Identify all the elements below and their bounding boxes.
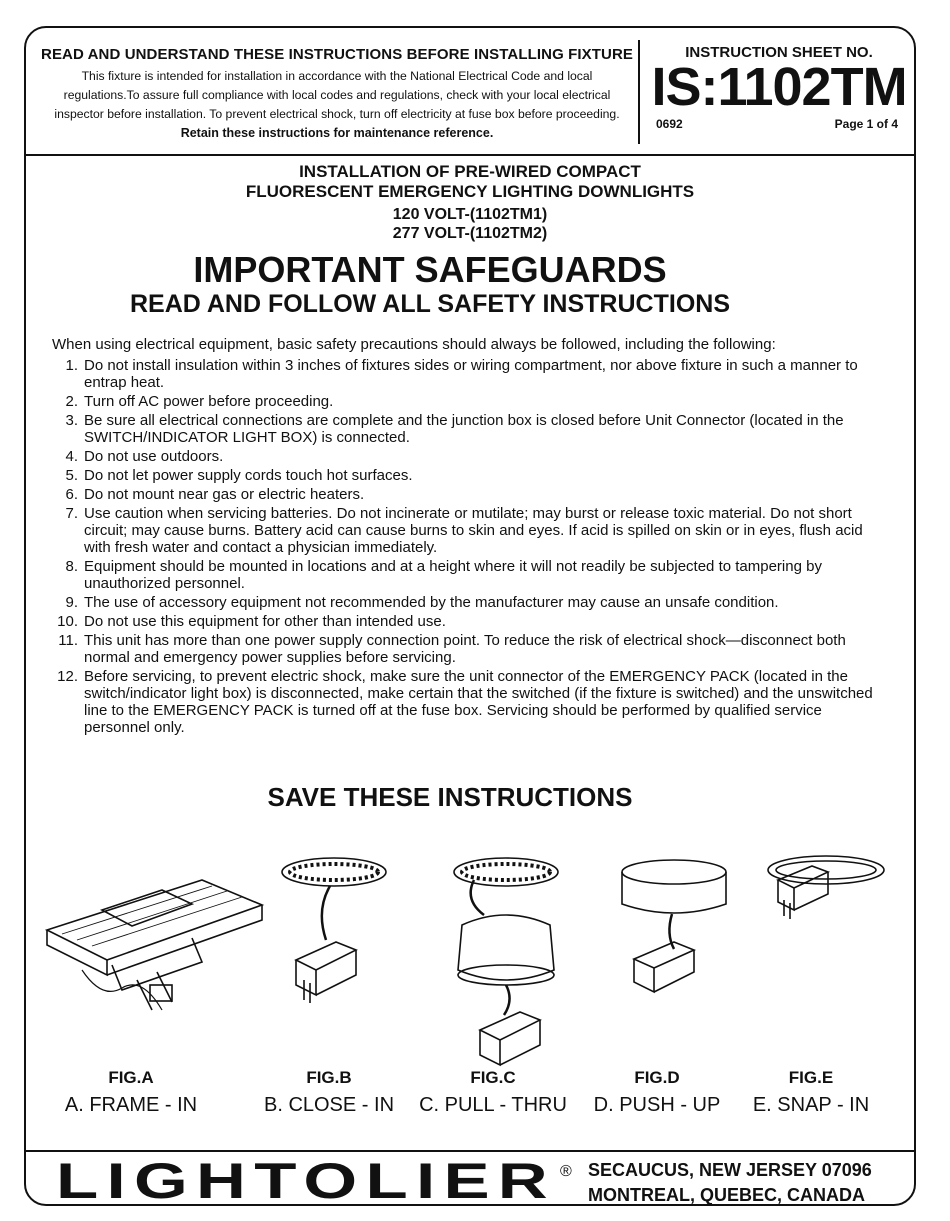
safety-item <box>52 393 887 410</box>
figure-caption-a: FIG.A A. FRAME - IN <box>64 1068 198 1116</box>
title-line-1: INSTALLATION OF PRE-WIRED COMPACT <box>299 162 641 181</box>
safety-item <box>52 594 887 611</box>
title-block <box>26 162 914 319</box>
safety-item-number: 12. <box>57 668 78 685</box>
header-divider <box>638 40 640 144</box>
logo-wordmark: LIGHTOLIER <box>56 1162 556 1202</box>
sheet-id-block <box>648 44 910 131</box>
safety-item-number: 8. <box>65 558 78 575</box>
sheet-code: 0692 <box>656 117 683 131</box>
safety-item <box>52 632 887 666</box>
safety-item-text: Use caution when servicing batteries. Do not incinerate or mutilate; may burst or release toxic material. Do not short circuit; may cause burns. Battery acid can cause burns to skin and eyes. If acid is spilled on skin or in eyes, flush acid with fresh water and contact a physician immediately. <box>84 505 863 556</box>
fig-a-illustration <box>42 870 272 1020</box>
safety-item <box>52 448 887 465</box>
company-address <box>588 1158 872 1208</box>
lightolier-logo <box>56 1162 576 1202</box>
safety-item <box>52 357 887 391</box>
figure-caption-e: FIG.E E. SNAP - IN <box>752 1068 870 1116</box>
safety-item-text: Be sure all electrical connections are complete and the junction box is closed before Unit Connector (located in the SWITCH/INDICATOR LIGHT BOX) is connected. <box>84 412 844 446</box>
safety-item-text: Do not install insulation within 3 inches of fixtures sides or wiring compartment, nor above fixture in such a manner to entrap heat. <box>84 357 858 391</box>
safety-item-text: Do not mount near gas or electric heaters. <box>84 486 365 503</box>
safety-item-number: 1. <box>65 357 78 374</box>
safety-item-text: Turn off AC power before proceeding. <box>84 393 334 410</box>
fig-e-illustration <box>762 850 892 940</box>
voltage-line-1: 120 VOLT-(1102TM1) <box>392 206 548 223</box>
safety-item-text: Before servicing, to prevent electric shock, make sure the unit connector of the EMERGENCY PACK (located in the switch/indicator light box) is disconnected, make certain that the switched (if the fixture is switched) and the unswitched line to the EMERGENCY PACK is turned off at the fuse box. Servicing should be performed by qualified service personnel only. <box>84 668 873 736</box>
notice-heading: READ AND UNDERSTAND THESE INSTRUCTIONS BEFORE INSTALLING FIXTURE <box>41 46 633 63</box>
figure-caption-b: FIG.B B. CLOSE - IN <box>263 1068 395 1116</box>
safety-item-text: Do not let power supply cords touch hot surfaces. <box>84 467 413 484</box>
sheet-footer <box>26 1150 914 1208</box>
sheet-label: INSTRUCTION SHEET NO. <box>685 44 873 61</box>
safety-item-number: 6. <box>65 486 78 503</box>
address-line-1: SECAUCUS, NEW JERSEY 07096 <box>588 1160 872 1180</box>
safety-item-number: 5. <box>65 467 78 484</box>
safety-item-number: 11. <box>58 632 78 649</box>
registered-mark: ® <box>560 1163 572 1180</box>
voltage-line-2: 277 VOLT-(1102TM2) <box>392 225 548 242</box>
safety-item <box>52 486 887 503</box>
safety-item-text: Equipment should be mounted in locations and at a height where it will not readily be subjected to tampering by unauthorized personnel. <box>84 558 822 592</box>
fig-c-illustration <box>444 850 574 1070</box>
header-notice <box>38 46 636 140</box>
notice-line: This fixture is intended for installation in accordance with the National Electrical Code and local <box>81 69 593 83</box>
safety-item-number: 9. <box>65 594 78 611</box>
safety-item-text: Do not use outdoors. <box>84 448 224 465</box>
safety-item <box>52 412 887 446</box>
safety-item <box>52 505 887 556</box>
save-instructions-heading: SAVE THESE INSTRUCTIONS <box>267 782 633 812</box>
page-indicator: Page 1 of 4 <box>834 117 898 131</box>
safety-item-number: 10. <box>57 613 78 630</box>
fig-b-illustration <box>276 850 396 1010</box>
safety-item-number: 4. <box>65 448 78 465</box>
safety-item-text: This unit has more than one power supply connection point. To reduce the risk of electrical shock—disconnect both normal and emergency power supplies before servicing. <box>84 632 846 666</box>
figure-caption-d: FIG.D D. PUSH - UP <box>593 1068 721 1116</box>
figure-caption-c: FIG.C C. PULL - THRU <box>419 1068 567 1116</box>
safety-item-number: 7. <box>65 505 78 522</box>
safety-item <box>52 613 887 630</box>
title-line-2: FLUORESCENT EMERGENCY LIGHTING DOWNLIGHTS <box>245 182 695 201</box>
intro-text: When using electrical equipment, basic safety precautions should always be followed, including the following: <box>52 336 776 353</box>
safety-item <box>52 558 887 592</box>
sheet-header <box>26 28 914 156</box>
instruction-sheet <box>24 26 916 1206</box>
notice-line: inspector before installation. To prevent electrical shock, turn off electricity at fuse box before proceeding. <box>54 107 620 121</box>
sheet-number: IS:1102TM <box>651 57 907 117</box>
safety-item-number: 3. <box>65 412 78 429</box>
safety-item-text: The use of accessory equipment not recommended by the manufacturer may cause an unsafe condition. <box>84 594 779 611</box>
safety-instructions <box>52 336 887 738</box>
fig-d-illustration <box>616 854 736 1004</box>
safety-item-text: Do not use this equipment for other than intended use. <box>84 613 446 630</box>
retain-note: Retain these instructions for maintenance reference. <box>180 126 494 140</box>
safety-item <box>52 668 887 736</box>
safety-item <box>52 467 887 484</box>
notice-line: regulations.To assure full compliance with local codes and regulations, check with your local electrical <box>63 88 611 102</box>
important-safeguards-heading: IMPORTANT SAFEGUARDS <box>193 249 667 290</box>
safety-item-number: 2. <box>65 393 78 410</box>
address-line-2: MONTREAL, QUEBEC, CANADA <box>588 1185 865 1205</box>
read-follow-heading: READ AND FOLLOW ALL SAFETY INSTRUCTIONS <box>130 290 730 318</box>
safety-list <box>52 357 887 736</box>
